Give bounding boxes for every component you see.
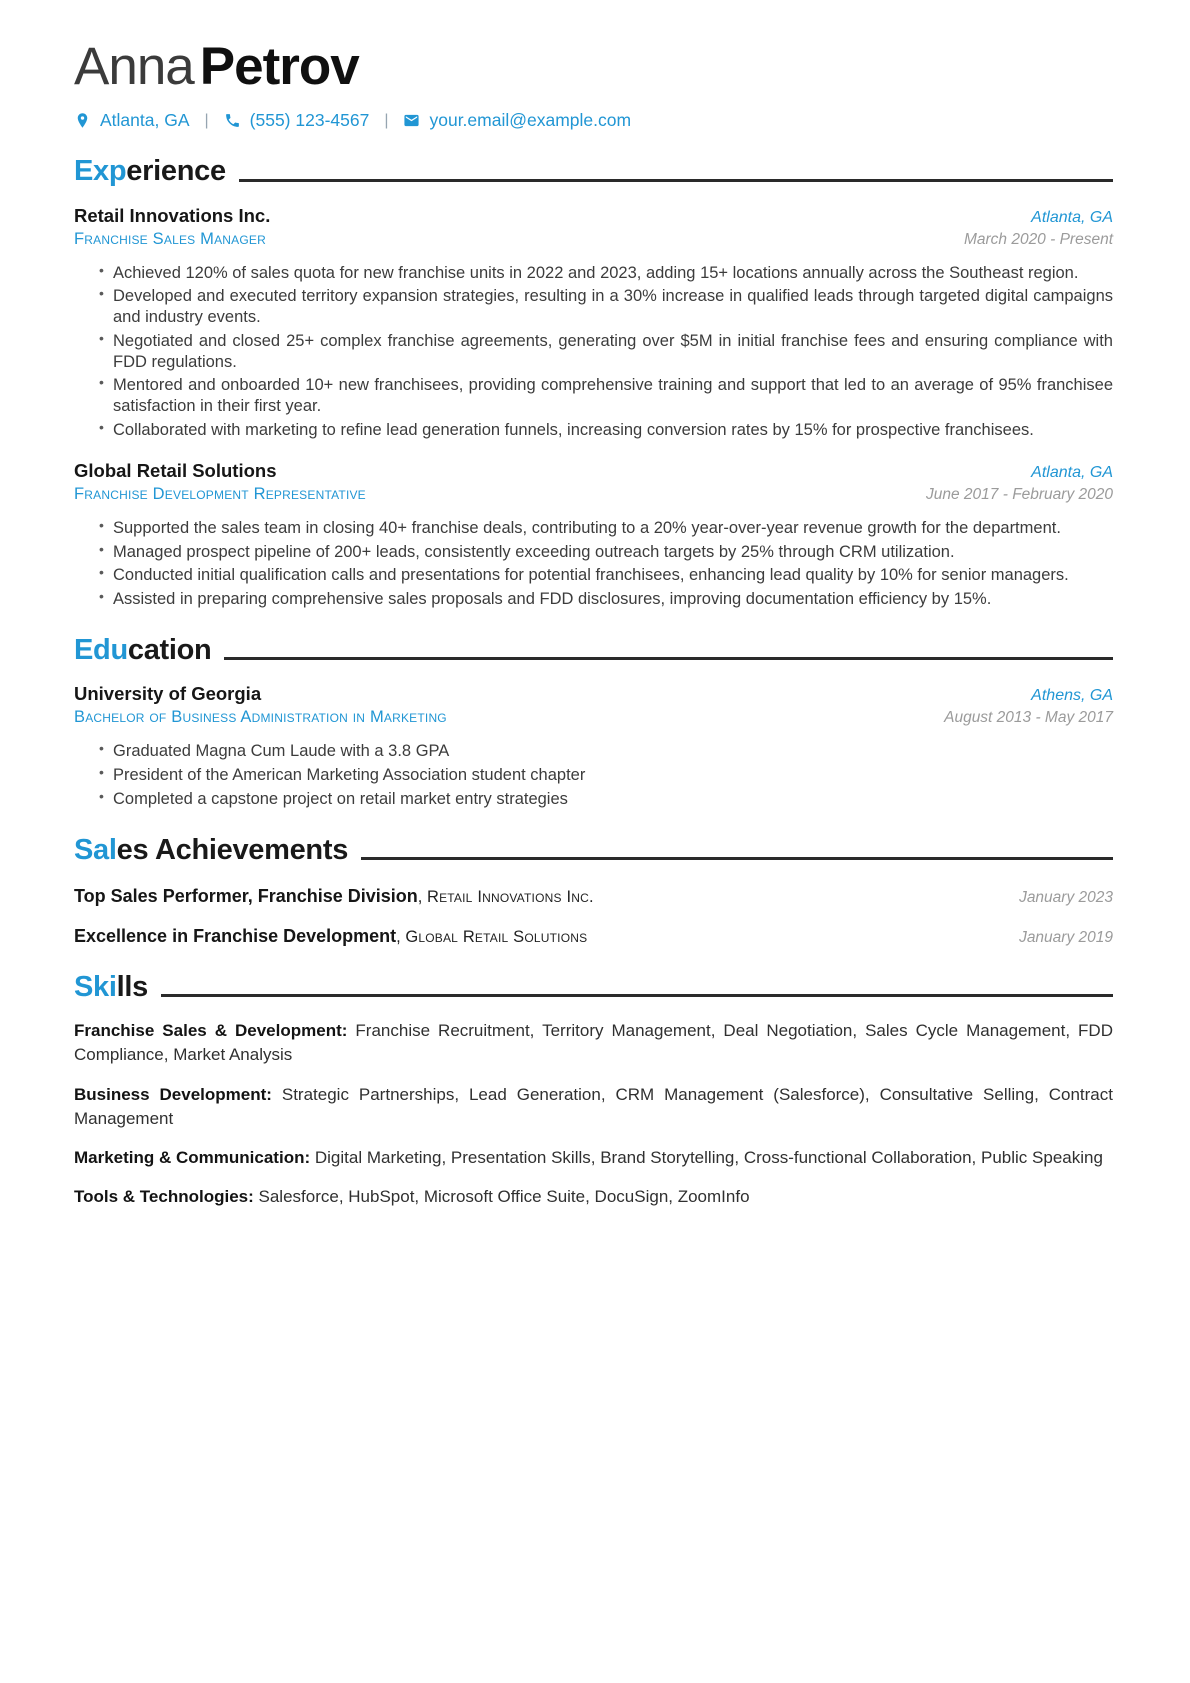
skill-label: Business Development: <box>74 1084 272 1104</box>
section-rule <box>239 179 1113 182</box>
bullet-list <box>74 741 1113 809</box>
first-name: Anna <box>74 37 194 96</box>
heading-accent: Exp <box>74 155 127 188</box>
location-text: Atlanta, GA <box>100 110 190 131</box>
bullet-list <box>74 263 1113 441</box>
heading-accent: Edu <box>74 633 128 666</box>
achievement-row <box>74 926 1113 947</box>
achievement-date: January 2019 <box>1019 928 1113 946</box>
education-entry <box>74 683 1113 809</box>
achievement-title: Top Sales Performer, Franchise Division <box>74 885 418 906</box>
company-name: Global Retail Solutions <box>74 459 277 481</box>
bullet-item: • Collaborated with marketing to refine lead generation funnels, increasing conversion rates by 15% for prospective franchisees. <box>99 420 1113 441</box>
entry-location: Athens, GA <box>1031 687 1113 705</box>
skill-values: Digital Marketing, Presentation Skills, Brand Storytelling, Cross-functional Collaboration, Public Speaking <box>314 1147 1103 1167</box>
achievement-text <box>74 926 587 947</box>
skill-values: Salesforce, HubSpot, Microsoft Office Suite, DocuSign, ZoomInfo <box>258 1186 750 1206</box>
contact-separator: | <box>384 111 389 129</box>
section-rule <box>224 657 1113 660</box>
skill-label: Franchise Sales & Development: <box>74 1021 348 1041</box>
achievement-separator: , <box>417 887 427 906</box>
skill-line <box>74 1146 1113 1170</box>
bullet-item: • Conducted initial qualification calls and presentations for potential franchisees, enhancing lead quality by 10% for senior managers. <box>99 565 1113 586</box>
entry-dates: March 2020 - Present <box>963 230 1113 248</box>
bullet-item: • Managed prospect pipeline of 200+ leads, consistently exceeding outreach targets by 25% through CRM utilization. <box>99 542 1113 563</box>
skill-line <box>74 1083 1113 1131</box>
bullet-item: • Completed a capstone project on retail market entry strategies <box>99 789 1113 810</box>
heading-rest: es Achievements <box>116 833 349 866</box>
heading-rest: lls <box>116 970 148 1003</box>
entry-dates: August 2013 - May 2017 <box>944 709 1113 727</box>
heading-rest: cation <box>127 633 212 666</box>
company-name: Retail Innovations Inc. <box>74 204 271 226</box>
email-text: your.email@example.com <box>429 110 632 131</box>
contact-email[interactable] <box>403 110 631 131</box>
achievement-row <box>74 886 1113 907</box>
location-pin-icon <box>74 112 91 129</box>
achievement-text <box>74 886 594 907</box>
contact-phone[interactable] <box>224 110 370 131</box>
job-title: Franchise Development Representative <box>74 484 366 503</box>
person-name <box>74 38 1113 95</box>
bullet-item: • Achieved 120% of sales quota for new franchise units in 2022 and 2023, adding 15+ locations annually across the Southeast region. <box>99 263 1113 284</box>
email-envelope-icon <box>403 112 420 129</box>
last-name: Petrov <box>199 37 359 96</box>
section-heading-education <box>74 634 1113 667</box>
section-rule <box>361 857 1113 860</box>
skill-label: Tools & Technologies: <box>74 1186 254 1206</box>
bullet-item: • Graduated Magna Cum Laude with a 3.8 GPA <box>99 741 1113 762</box>
bullet-item: • Mentored and onboarded 10+ new franchisees, providing comprehensive training and support that led to an average of 95% franchisee satisfaction in their first year. <box>99 375 1113 417</box>
heading-accent: Sal <box>74 833 117 866</box>
bullet-list <box>74 518 1113 610</box>
contact-separator: | <box>204 111 209 129</box>
skill-label: Marketing & Communication: <box>74 1147 311 1167</box>
skill-line <box>74 1185 1113 1209</box>
contact-location <box>74 110 190 131</box>
skill-line <box>74 1019 1113 1067</box>
achievement-separator: , <box>396 927 406 946</box>
bullet-item: • Supported the sales team in closing 40+ franchise deals, contributing to a 20% year-over-year revenue growth for the department. <box>99 518 1113 539</box>
bullet-item: • Negotiated and closed 25+ complex franchise agreements, generating over $5M in initial franchise fees and ensuring compliance with FDD regulations. <box>99 331 1113 373</box>
section-heading-achievements <box>74 834 1113 867</box>
entry-dates: June 2017 - February 2020 <box>926 485 1113 503</box>
entry-location: Atlanta, GA <box>1031 463 1113 481</box>
skill-values: Strategic Partnerships, Lead Generation, CRM Management (Salesforce), Consultative Selling, Contract Management <box>74 1084 1113 1128</box>
achievement-title: Excellence in Franchise Development <box>74 925 397 946</box>
heading-rest: erience <box>126 155 226 188</box>
bullet-item: • President of the American Marketing Association student chapter <box>99 765 1113 786</box>
school-name: University of Georgia <box>74 683 262 705</box>
section-heading-skills <box>74 971 1113 1004</box>
achievement-date: January 2023 <box>1019 888 1113 906</box>
section-heading-experience <box>74 155 1113 188</box>
degree-title: Bachelor of Business Administration in Marketing <box>74 708 447 727</box>
heading-accent: Ski <box>74 970 117 1003</box>
job-title: Franchise Sales Manager <box>74 229 266 248</box>
phone-icon <box>224 112 241 129</box>
achievement-org: Global Retail Solutions <box>405 927 588 946</box>
entry-location: Atlanta, GA <box>1031 208 1113 226</box>
contact-row <box>74 110 1113 131</box>
skill-values: Franchise Recruitment, Territory Management, Deal Negotiation, Sales Cycle Management, FDD Compliance, Market Analysis <box>74 1021 1113 1065</box>
phone-text: (555) 123-4567 <box>249 110 370 131</box>
experience-entry <box>74 205 1113 441</box>
section-rule <box>161 994 1113 997</box>
experience-entry <box>74 460 1113 610</box>
bullet-item: • Developed and executed territory expansion strategies, resulting in a 30% increase in qualified leads through targeted digital campaigns and industry events. <box>99 286 1113 328</box>
bullet-item: • Assisted in preparing comprehensive sales proposals and FDD disclosures, improving documentation efficiency by 15%. <box>99 589 1113 610</box>
achievement-org: Retail Innovations Inc. <box>426 887 594 906</box>
